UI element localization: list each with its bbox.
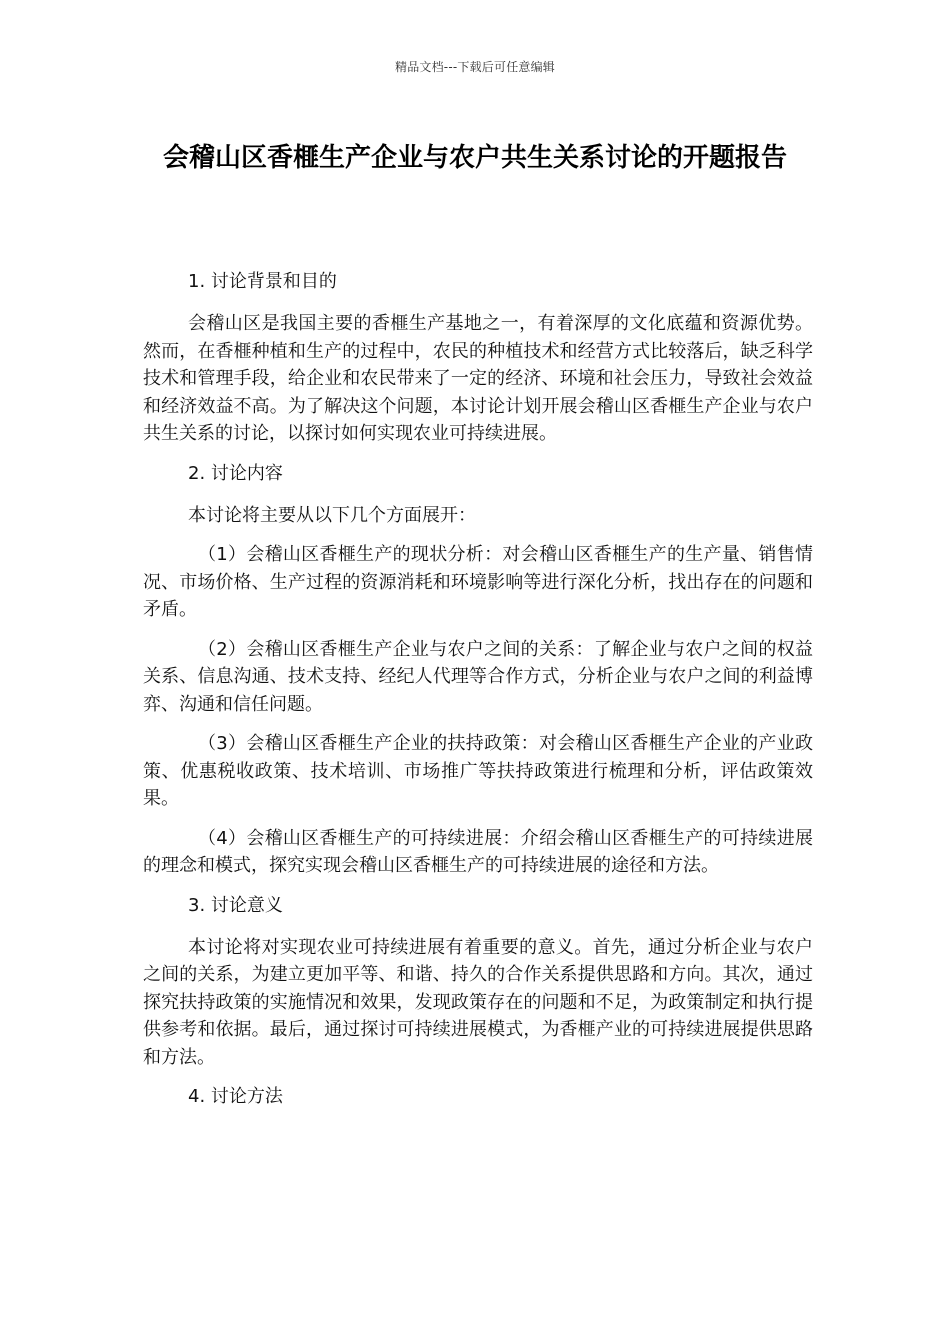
- paragraph-background: 会稽山区是我国主要的香榧生产基地之一，有着深厚的文化底蕴和资源优势。然而，在香榧种植和生产的过程中，农民的种植技术和经营方式比较落后，缺乏科学技术和管理手段，给企业和农民带来了一定的经济、环境和社会压力，导致社会效益和经济效益不高。为了解决这个问题，本讨论计划开展会稽山区香榧生产企业与农户共生关系的讨论，以探讨如何实现农业可持续进展。: [143, 313, 813, 444]
- section-heading-method: 4. 讨论方法: [188, 1086, 283, 1107]
- paragraph-significance: 本讨论将对实现农业可持续进展有着重要的意义。首先，通过分析企业与农户之间的关系，为建立更加平等、和谐、持久的合作关系提供思路和方向。其次，通过探究扶持政策的实施情况和效果，发现政策存在的问题和不足，为政策制定和执行提供参考和依据。最后，通过探讨可持续进展模式，为香榧产业的可持续进展提供思路和方法。: [143, 936, 813, 1068]
- document-title: 会稽山区香榧生产企业与农户共生关系讨论的开题报告: [162, 143, 787, 173]
- list-item-sustainable-development: （4）会稽山区香榧生产的可持续进展：介绍会稽山区香榧生产的可持续进展的理念和模式，探究实现会稽山区香榧生产的可持续进展的途径和方法。: [143, 827, 813, 876]
- list-item-current-analysis: （1）会稽山区香榧生产的现状分析：对会稽山区香榧生产的生产量、销售情况、市场价格、生产过程的资源消耗和环境影响等进行深化分析，找出存在的问题和矛盾。: [143, 544, 813, 620]
- list-item-enterprise-farmer-relation: （2）会稽山区香榧生产企业与农户之间的关系：了解企业与农户之间的权益关系、信息沟通、技术支持、经纪人代理等合作方式，分析企业与农户之间的利益博弈、沟通和信任问题。: [143, 638, 813, 715]
- section-heading-content: 2. 讨论内容: [188, 462, 283, 484]
- list-item-support-policy: （3）会稽山区香榧生产企业的扶持政策：对会稽山区香榧生产企业的产业政策、优惠税收政策、技术培训、市场推广等扶持政策进行梳理和分析，评估政策效果。: [143, 733, 813, 809]
- header-note: 精品文档---下载后可任意编辑: [395, 60, 555, 74]
- document-body: [143, 268, 813, 1125]
- section-heading-significance: 3. 讨论意义: [188, 894, 283, 916]
- section-heading-background: 1. 讨论背景和目的: [188, 271, 337, 292]
- paragraph-content-intro: 本讨论将主要从以下几个方面展开：: [188, 504, 476, 526]
